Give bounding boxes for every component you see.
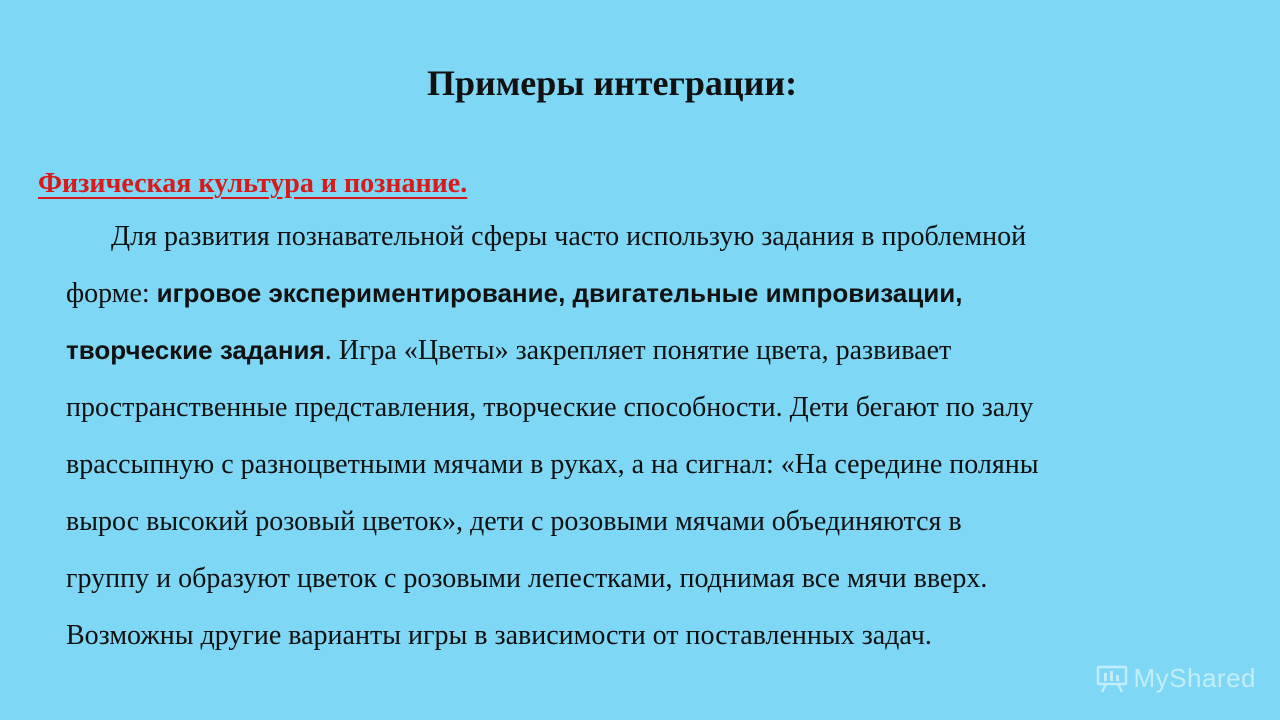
- paragraph-line-2: [66, 265, 1206, 322]
- watermark: [1096, 663, 1257, 694]
- paragraph-line-5: врассыпную с разноцветными мячами в руках, а на сигнал: «На середине поляны: [66, 449, 1039, 480]
- paragraph-line-8: Возможны другие варианты игры в зависимости от поставленных задач.: [66, 620, 932, 651]
- watermark-text: MyShared: [1133, 663, 1256, 693]
- paragraph-line-2-prefix: форме:: [66, 278, 157, 309]
- section-subtitle: Физическая культура и познание.: [38, 168, 468, 199]
- presentation-board-icon: [1096, 665, 1128, 693]
- slide-title: Примеры интеграции:: [426, 63, 798, 103]
- paragraph-line-3-bold: творческие задания: [66, 335, 325, 365]
- paragraph-line-4: пространственные представления, творческие способности. Дети бегают по залу: [66, 392, 1034, 423]
- paragraph-line-3-rest: . Игра «Цветы» закрепляет понятие цвета, развивает: [324, 335, 952, 366]
- paragraph-line-1: Для развития познавательной сферы часто использую задания в проблемной: [111, 221, 1027, 252]
- slide-paragraph: [66, 208, 1206, 664]
- paragraph-line-6: вырос высокий розовый цветок», дети с розовыми мячами объединяются в: [66, 506, 962, 537]
- paragraph-line-3: [66, 322, 1206, 379]
- paragraph-line-2-bold: игровое экспериментирование, двигательные импровизации,: [156, 278, 963, 308]
- paragraph-line-7: группу и образуют цветок с розовыми лепестками, поднимая все мячи вверх.: [66, 563, 988, 594]
